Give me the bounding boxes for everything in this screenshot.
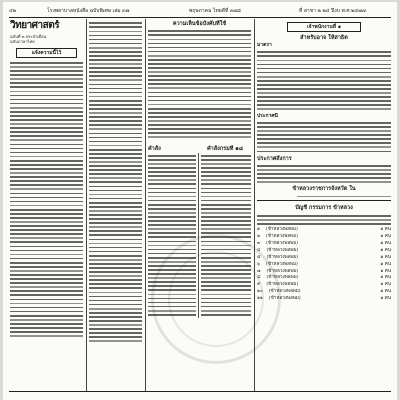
table-cell: ๔ — [257, 247, 261, 253]
article-heading: ความเห็นข้อบังคับที่ใช้ — [172, 21, 227, 27]
header-left-title: โรงพยาบาลหนังสือ ฉบับพิเศษ เล่ม ๓๗ — [47, 8, 130, 14]
table-cell: (ข้าหลวงพลพม) — [266, 247, 299, 253]
table-cell: (ข้าหลวงพลพม) — [266, 275, 299, 281]
signature-line: ข้าหลวงราชการจังหวัด ใน — [292, 186, 356, 193]
table-cell: (ข้าหลวงพลพม) — [266, 240, 299, 246]
table-cell: (ข้าหลวงพลพม) — [266, 254, 299, 260]
notice-box-title: แจ้งความนี้ไว้ — [16, 48, 77, 58]
table-cell: ๑ คน — [380, 275, 391, 281]
official-box-title: เจ้าพนักงานที่ ๑ — [287, 22, 361, 32]
table-cell: ๑ คน — [380, 296, 391, 302]
table-cell: ๑ คน — [380, 254, 391, 260]
table-cell: ๑ คน — [380, 233, 391, 239]
table-cell: ๕ — [257, 254, 261, 260]
table-cell: ๑ คน — [380, 227, 391, 233]
table-cell: ๑ — [257, 227, 260, 233]
table-cell: ๑ คน — [380, 247, 391, 253]
section-heading-2: ประกาศสั่งการ — [257, 155, 292, 162]
table-row — [257, 255, 391, 262]
table-cell: (ข้าหลวงพลพม) — [268, 289, 301, 295]
page-number: ๔๒ — [9, 8, 17, 14]
column-rule-2 — [145, 19, 146, 391]
table-cell: ๖ — [257, 261, 260, 267]
running-header — [9, 6, 391, 16]
table-row — [257, 227, 391, 234]
table-cell: ๑ คน — [380, 289, 391, 295]
table-heading: บัญชี กรรมการ ข้าหลวง — [295, 205, 353, 212]
column-1 — [10, 20, 83, 392]
official-subtitle: สำหรับอาจ ให้สาธิต — [300, 35, 348, 41]
subsection-heading-right: คำสั่งกรมที่ ๑๘ — [207, 145, 243, 152]
table-row — [257, 262, 391, 269]
table-cell: ๑๑ — [257, 296, 263, 302]
column-4 — [257, 20, 391, 392]
table-cell: (ข้าหลวงพลพม) — [265, 261, 298, 267]
masthead-subline-2: ฉบับภาษาไทย — [10, 39, 35, 44]
table-cell: ๑ คน — [380, 268, 391, 274]
table-row — [257, 248, 391, 255]
table-cell: (ข้าหลวงพลพม) — [265, 227, 298, 233]
document-page — [3, 2, 397, 400]
masthead-subline-1: ฉบับที่ ๓ ประจำเดือน — [10, 34, 47, 39]
table-cell: ๑๐ — [257, 289, 263, 295]
table-cell: (ข้าหลวงพลพม) — [266, 268, 299, 274]
committee-table — [257, 227, 391, 303]
column-2 — [89, 20, 142, 392]
table-cell: ๓ — [257, 240, 261, 246]
table-cell: (ข้าหลวงพลพม) — [268, 296, 301, 302]
masthead-title: วิทยาศาสตร์ — [10, 20, 60, 31]
subsection-heading-left: คำสั่ง — [148, 145, 161, 152]
table-cell: ๗ — [257, 268, 261, 274]
table-cell: (ข้าหลวงพลพม) — [266, 282, 299, 288]
section-label-2: ประกาศนี้ — [257, 112, 278, 119]
table-cell: ๒ — [257, 233, 261, 239]
header-rule — [9, 17, 391, 18]
footer-rule — [9, 391, 391, 392]
header-center-date: พฤษภาคม ไทยดีที่ ๓๗๘ — [189, 8, 241, 14]
table-cell: ๑ คน — [380, 261, 391, 267]
table-row — [257, 241, 391, 248]
header-right-date: ที่ สาขา ๒ ๒๔ ปีงบ พ.ศ.๒๔๗๗ — [299, 8, 366, 14]
column-rule-3 — [254, 19, 255, 391]
table-row — [257, 296, 391, 303]
section-label-1: มาตรา — [257, 42, 272, 48]
column-rule-1 — [86, 19, 87, 391]
table-cell: ๑ คน — [380, 282, 391, 288]
column-3 — [148, 20, 251, 392]
table-row — [257, 234, 391, 241]
table-cell: (ข้าหลวงพลพม) — [266, 233, 298, 239]
table-cell: ๑ คน — [380, 240, 391, 246]
table-cell: ๘ — [257, 275, 261, 281]
table-cell: ๙ — [257, 282, 261, 288]
